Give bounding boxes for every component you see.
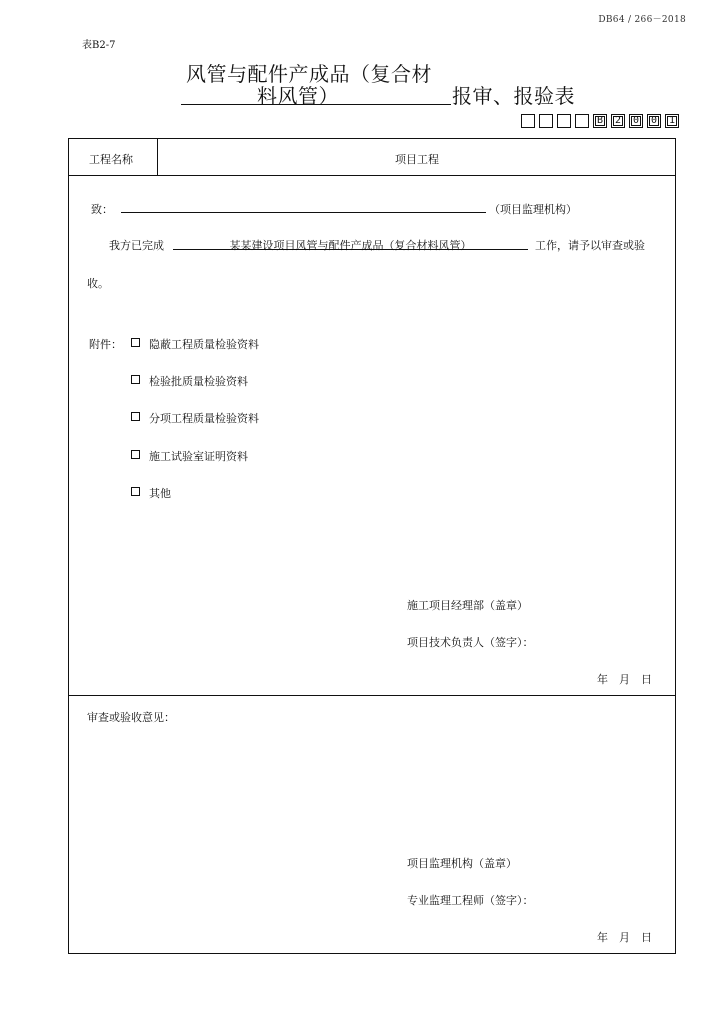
code-box[interactable] bbox=[539, 114, 553, 128]
code-box[interactable]: 1 bbox=[665, 114, 679, 128]
project-name-label: 工程名称 bbox=[89, 153, 133, 166]
section-divider bbox=[69, 695, 675, 696]
attachment-checkbox[interactable] bbox=[131, 338, 140, 347]
attachment-label-item: 隐蔽工程质量检验资料 bbox=[149, 338, 259, 351]
code-box[interactable]: 0 bbox=[647, 114, 661, 128]
code-box[interactable] bbox=[575, 114, 589, 128]
code-box[interactable] bbox=[557, 114, 571, 128]
report-form bbox=[68, 138, 676, 954]
attachment-checkbox[interactable] bbox=[131, 375, 140, 384]
form-title-line2: 料风管） bbox=[181, 80, 451, 105]
attachment-checkbox[interactable] bbox=[131, 450, 140, 459]
attachment-label-item: 施工试验室证明资料 bbox=[149, 450, 248, 463]
attachment-label-item: 其他 bbox=[149, 487, 171, 500]
supervisor-seal-label: 项目监理机构（盖章） bbox=[407, 857, 517, 870]
form-title-suffix: 报审、报验表 bbox=[452, 84, 575, 108]
contractor-signer-label: 项目技术负责人（签字）： bbox=[407, 636, 534, 649]
standard-number: DB64 / 266－2018 bbox=[598, 15, 686, 25]
date-2: 年 月 日 bbox=[597, 931, 652, 944]
completed-prefix: 我方已完成 bbox=[109, 239, 164, 252]
code-box[interactable]: 0 bbox=[629, 114, 643, 128]
completed-suffix: 工作，请予以审查或验 bbox=[535, 239, 645, 252]
to-suffix: （项目监理机构） bbox=[489, 203, 577, 216]
contractor-seal-label: 施工项目经理部（盖章） bbox=[407, 599, 528, 612]
attachment-label-item: 分项工程质量检验资料 bbox=[149, 412, 259, 425]
attachment-label: 附件： bbox=[89, 338, 122, 351]
attachment-label-item: 检验批质量检验资料 bbox=[149, 375, 248, 388]
recipient-field[interactable] bbox=[121, 212, 486, 213]
project-name-value[interactable]: 项目工程 bbox=[395, 153, 439, 166]
row-divider bbox=[69, 175, 675, 176]
completed-wrap: 收。 bbox=[87, 277, 109, 290]
form-number: 表B2-7 bbox=[82, 40, 116, 51]
code-box[interactable]: B bbox=[593, 114, 607, 128]
to-label: 致： bbox=[91, 203, 113, 216]
date-1: 年 月 日 bbox=[597, 673, 652, 686]
supervisor-signer-label: 专业监理工程师（签字）： bbox=[407, 894, 534, 907]
attachment-checkbox[interactable] bbox=[131, 412, 140, 421]
code-box[interactable]: 2 bbox=[611, 114, 625, 128]
completed-work-value: 某某建设项目风管与配件产成品（复合材料风管） bbox=[229, 239, 472, 252]
code-box[interactable] bbox=[521, 114, 535, 128]
attachment-checkbox[interactable] bbox=[131, 487, 140, 496]
review-opinion-label: 审查或验收意见： bbox=[87, 711, 175, 724]
form-title-line1: 风管与配件产成品（复合材 bbox=[186, 62, 432, 86]
